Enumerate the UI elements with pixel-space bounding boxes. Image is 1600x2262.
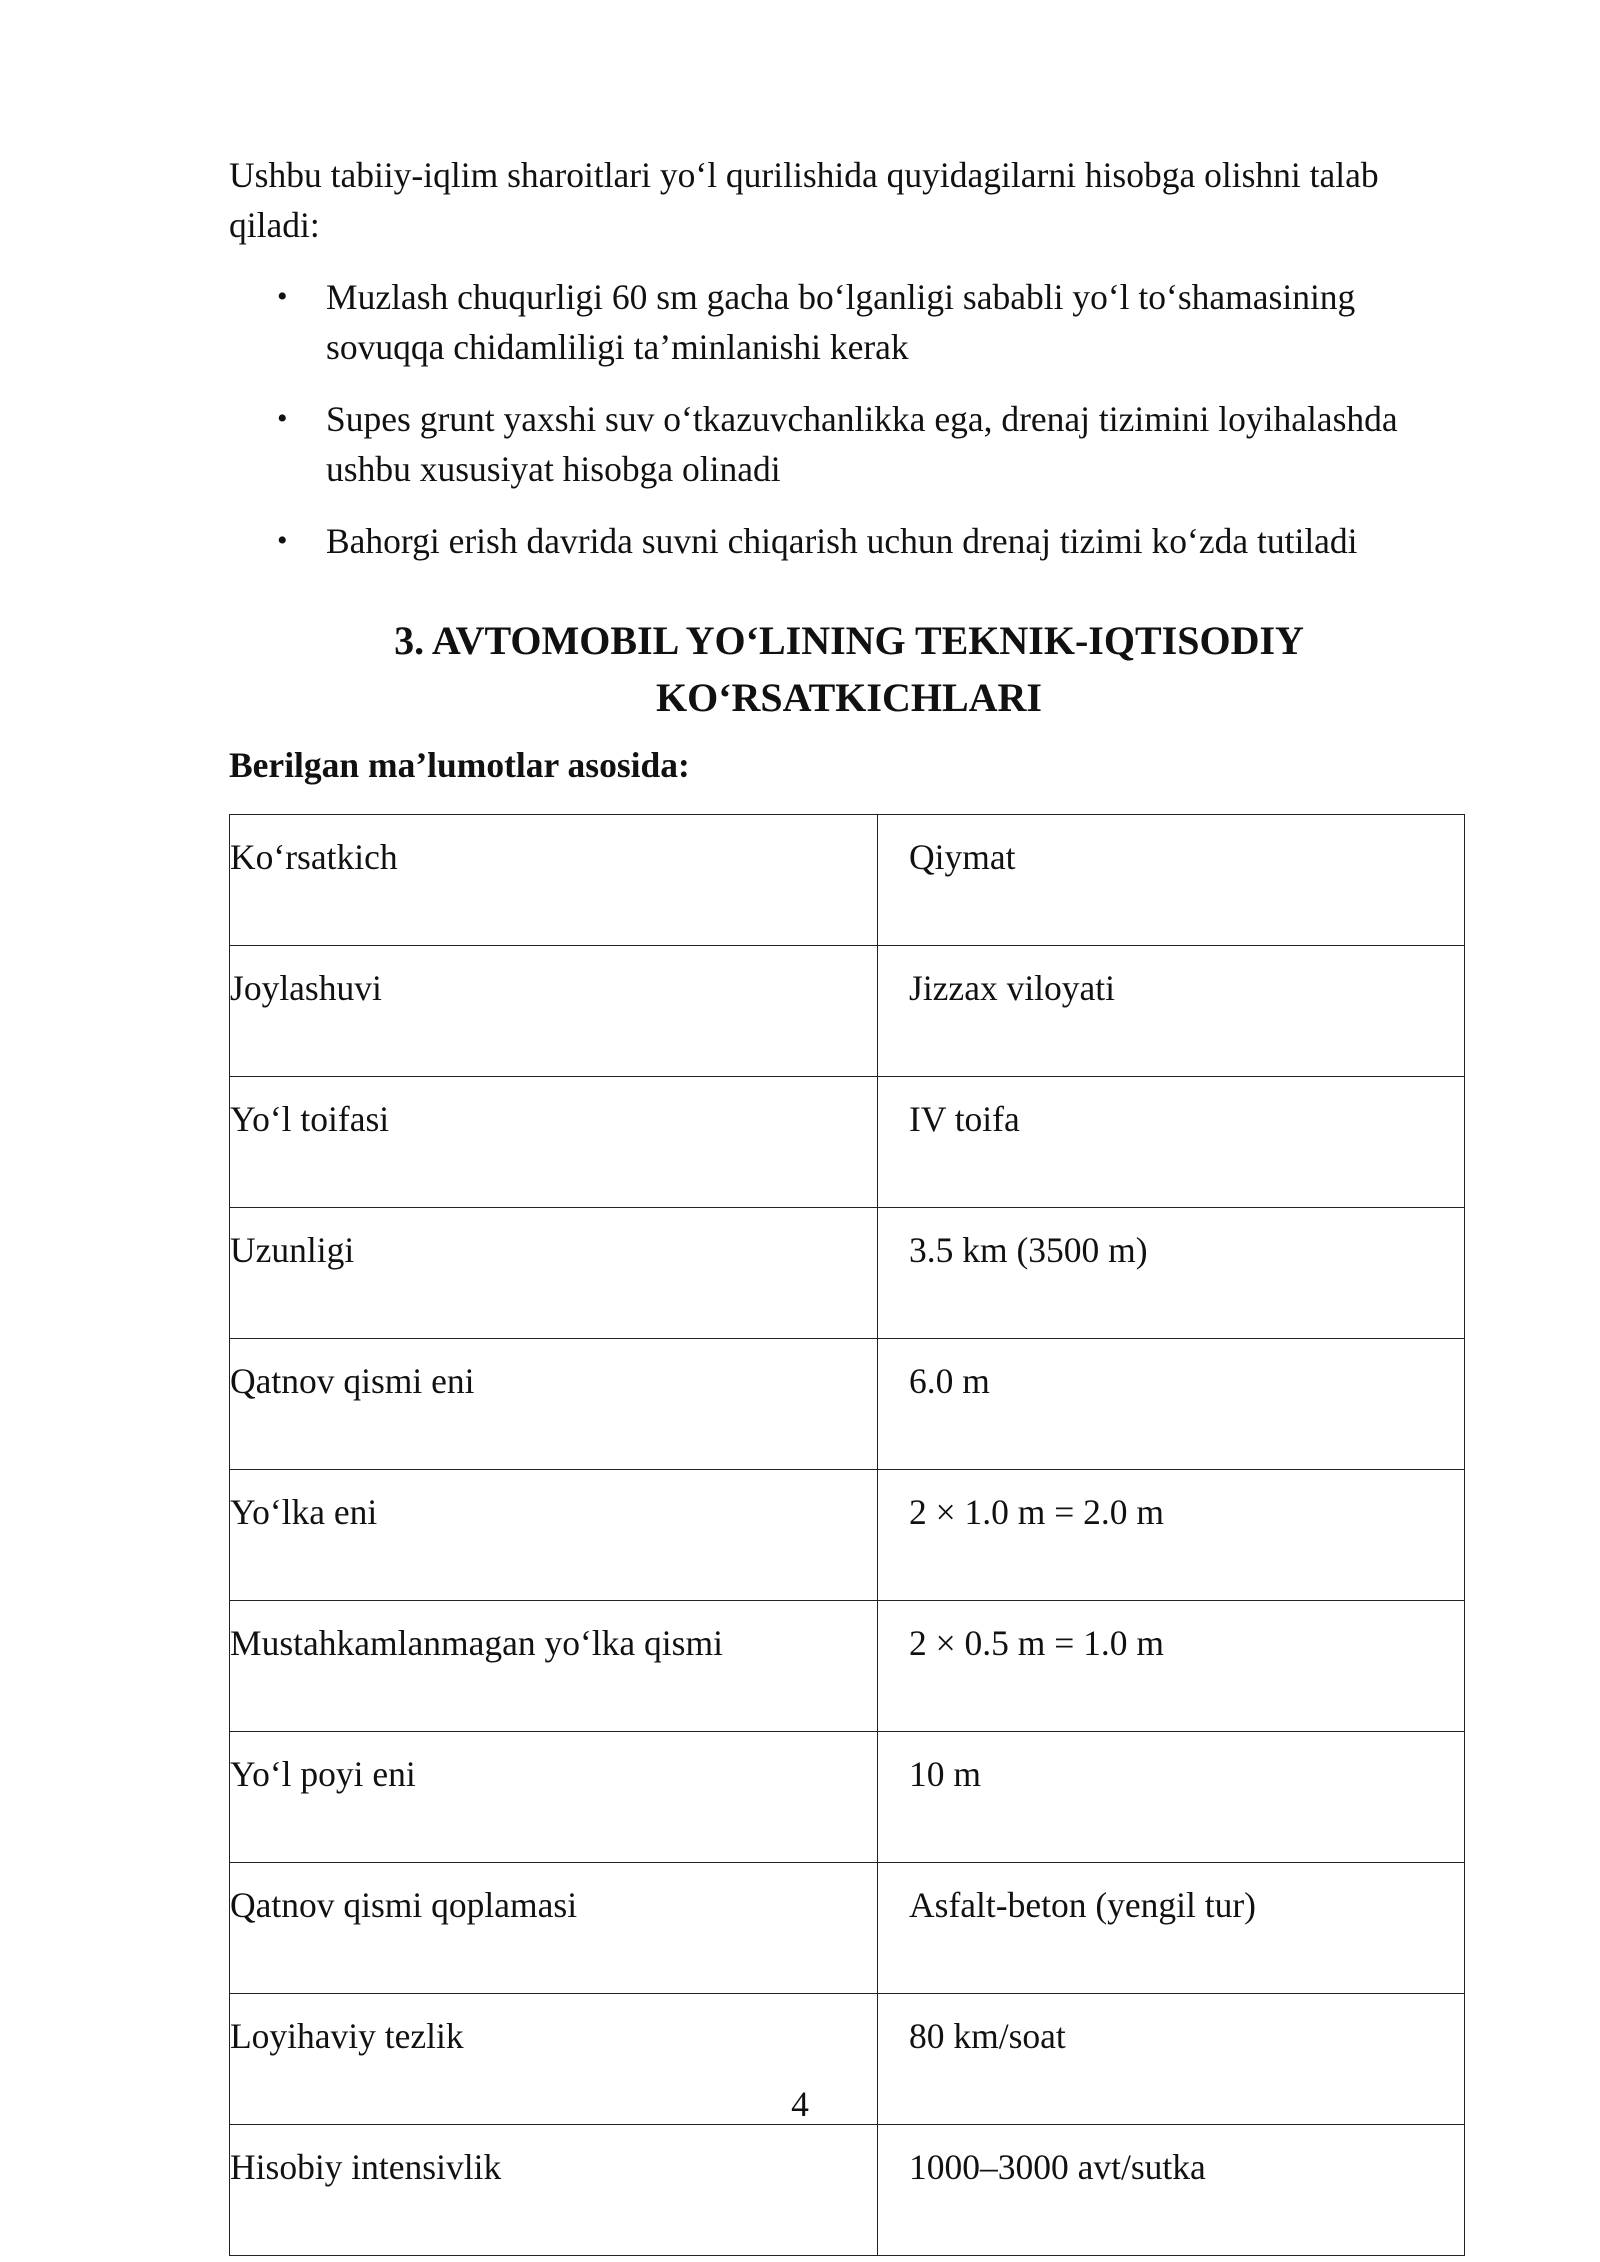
table-cell-indicator: Qatnov qismi eni xyxy=(230,1339,878,1470)
table-row xyxy=(230,1601,1465,1732)
table-cell-value: IV toifa xyxy=(878,1077,1465,1208)
table-cell-value: 2 × 1.0 m = 2.0 m xyxy=(878,1470,1465,1601)
bullet-icon: • xyxy=(277,280,288,313)
table-row xyxy=(230,2125,1465,2256)
list-item xyxy=(229,516,1469,566)
bullet-icon: • xyxy=(277,524,288,557)
page-number: 4 xyxy=(791,2084,809,2124)
list-item xyxy=(229,272,1469,372)
table-row xyxy=(230,1339,1465,1470)
table-row xyxy=(230,1732,1465,1863)
table-cell-value: Jizzax viloyati xyxy=(878,946,1465,1077)
table-cell-indicator: Mustahkamlanmagan yo‘lka qismi xyxy=(230,1601,878,1732)
table-cell-indicator: Yo‘l toifasi xyxy=(230,1077,878,1208)
table-row xyxy=(230,1208,1465,1339)
table-header-row xyxy=(230,815,1465,946)
section-heading: 3. AVTOMOBIL YO‘LINING TEKNIK-IQTISODIY KO‘RSATKICHLARI xyxy=(394,618,1304,720)
table-cell-value: 10 m xyxy=(878,1732,1465,1863)
bullet-icon: • xyxy=(277,402,288,435)
table-cell-value: 3.5 km (3500 m) xyxy=(878,1208,1465,1339)
requirements-list xyxy=(229,272,1469,588)
specs-table xyxy=(229,814,1465,2256)
table-cell-value: 80 km/soat xyxy=(878,1994,1465,2125)
table-cell-indicator: Hisobiy intensivlik xyxy=(230,2125,878,2256)
table-row xyxy=(230,1077,1465,1208)
table-caption: Berilgan ma’lumotlar asosida: xyxy=(229,745,690,785)
table-cell-indicator: Qatnov qismi qoplamasi xyxy=(230,1863,878,1994)
table-cell-indicator: Uzunligi xyxy=(230,1208,878,1339)
table-cell-indicator: Joylashuvi xyxy=(230,946,878,1077)
column-header-indicator: Ko‘rsatkich xyxy=(230,815,878,946)
table-cell-value: 1000–3000 avt/sutka xyxy=(878,2125,1465,2256)
intro-paragraph: Ushbu tabiiy-iqlim sharoitlari yo‘l qurilishida quyidagilarni hisobga olishni talab qiladi: xyxy=(229,155,1379,245)
table-cell-value: 2 × 0.5 m = 1.0 m xyxy=(878,1601,1465,1732)
list-item-text: Muzlash chuqurligi 60 sm gacha bo‘lganligi sababli yo‘l to‘shamasining sovuqqa chidamliligi ta’minlanishi kerak xyxy=(326,277,1356,367)
list-item xyxy=(229,394,1469,494)
list-item-text: Supes grunt yaxshi suv o‘tkazuvchanlikka ega, drenaj tizimini loyihalashda ushbu xususiyat hisobga olinadi xyxy=(326,399,1398,489)
table-cell-value: 6.0 m xyxy=(878,1339,1465,1470)
column-header-value: Qiymat xyxy=(878,815,1465,946)
table-cell-indicator: Yo‘l poyi eni xyxy=(230,1732,878,1863)
table-row xyxy=(230,1863,1465,1994)
table-cell-indicator: Loyihaviy tezlik xyxy=(230,1994,878,2125)
table-cell-indicator: Yo‘lka eni xyxy=(230,1470,878,1601)
table-row xyxy=(230,1470,1465,1601)
list-item-text: Bahorgi erish davrida suvni chiqarish uchun drenaj tizimi ko‘zda tutiladi xyxy=(326,521,1358,561)
table-cell-value: Asfalt-beton (yengil tur) xyxy=(878,1863,1465,1994)
table-row xyxy=(230,946,1465,1077)
